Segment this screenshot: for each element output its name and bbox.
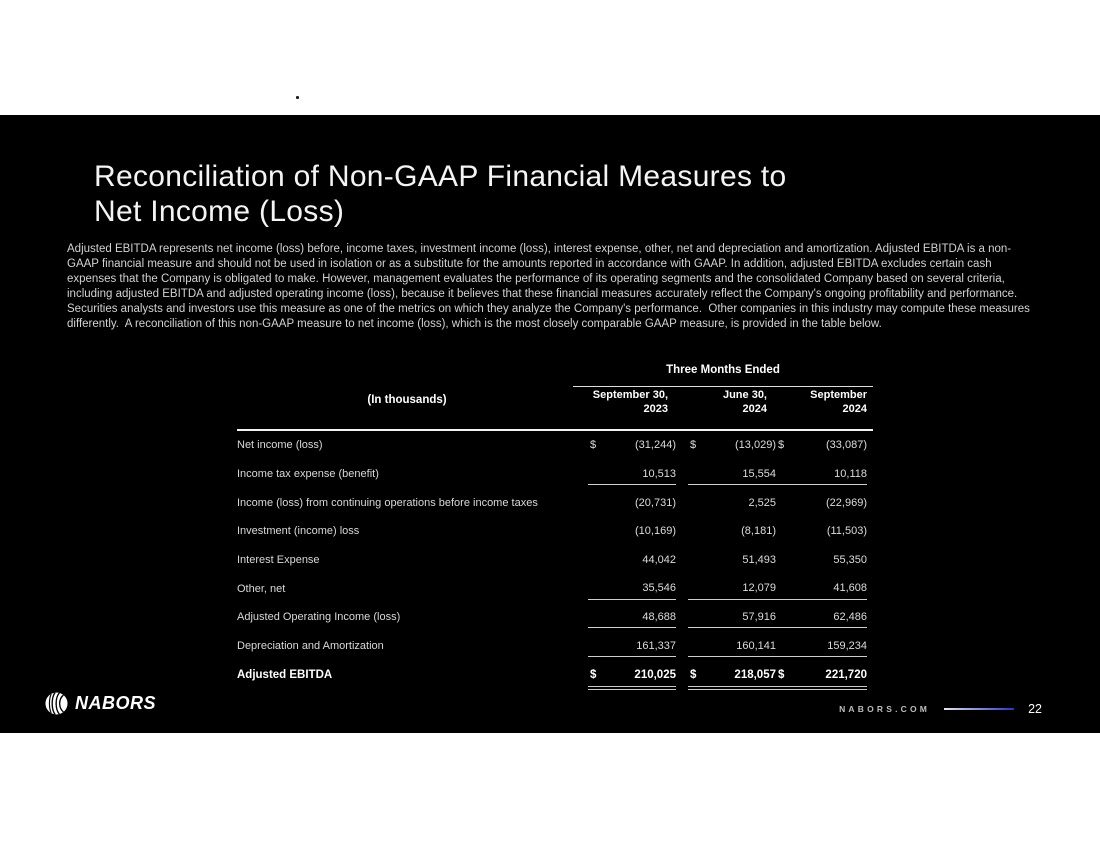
cell-value: 15,554 — [742, 467, 776, 480]
cell-value: 10,118 — [834, 467, 867, 480]
cell-value: (20,731) — [635, 496, 676, 509]
value-cell-jun-2024 — [688, 435, 776, 456]
page-title — [94, 159, 787, 229]
column-group-header: Three Months Ended — [666, 364, 780, 376]
value-cell-jun-2024 — [688, 492, 776, 513]
stray-dot — [296, 96, 299, 99]
value-cell-sep-2024 — [776, 550, 867, 571]
currency-symbol: $ — [778, 439, 785, 452]
value-cell-sep-2023 — [588, 435, 676, 456]
cell-value: 44,042 — [642, 554, 676, 567]
units-label: (In thousands) — [367, 394, 447, 406]
column-header-sep-2023 — [577, 388, 668, 416]
column-header-jun-2024 — [679, 388, 767, 416]
table-row — [237, 460, 873, 489]
row-label: Interest Expense — [237, 554, 320, 567]
intro-paragraph: Adjusted EBITDA represents net income (loss) before, income taxes, investment income (loss), interest expense, other, net and depreciation and amortization. Adjusted EBITDA is a non-GAAP financial measure and should not be used in isolation or as a substitute for the amounts reported in accordance with GAAP. In addition, adjusted EBITDA excludes certain cash expenses that the Company is obligated to make. However, management evaluates the performance of its operating segments and the consolidated Company based on several criteria, including adjusted EBITDA and adjusted operating income (loss), because it believes that these financial measures accurately reflect the Company's ongoing profitability and performance. Securities analysts and investors use this measure as one of the metrics on which they analyze the Company's performance. Other companies in this industry may compute these measures differently. A reconciliation of this non-GAAP measure to net income (loss), which is the most closely comparable GAAP measure, is provided in the table below. — [67, 243, 1034, 330]
cell-value: (11,503) — [826, 525, 867, 538]
value-cell-sep-2023 — [588, 664, 676, 685]
column-header-sep-2024 — [779, 388, 867, 416]
website-link[interactable]: NABORS.COM — [839, 704, 931, 714]
value-cell-sep-2024 — [776, 521, 867, 542]
cell-value: 160,141 — [736, 639, 776, 652]
value-cell-sep-2024 — [776, 492, 867, 513]
value-cell-jun-2024 — [688, 550, 776, 571]
cell-value: 161,337 — [636, 639, 676, 652]
table-row — [237, 517, 873, 546]
row-label: Adjusted EBITDA — [237, 668, 333, 681]
value-cell-sep-2024 — [776, 578, 867, 600]
currency-symbol: $ — [590, 439, 597, 452]
cell-value: 51,493 — [742, 554, 776, 567]
cell-value: 12,079 — [742, 582, 776, 595]
cell-value: 62,486 — [833, 610, 867, 623]
footer-right — [839, 702, 1042, 716]
row-label: Depreciation and Amortization — [237, 640, 384, 653]
value-cell-sep-2024 — [776, 463, 867, 485]
currency-symbol: $ — [778, 668, 785, 681]
cell-value: 159,234 — [827, 639, 867, 652]
cell-value: 55,350 — [833, 554, 867, 567]
column-header-text: September — [810, 389, 867, 401]
brand-lockup — [45, 692, 156, 715]
cell-value: 2,525 — [748, 496, 776, 509]
page-number: 22 — [1028, 702, 1042, 716]
value-cell-sep-2023 — [588, 463, 676, 485]
value-cell-sep-2023 — [588, 492, 676, 513]
column-header-text: 2023 — [643, 403, 668, 415]
cell-value: 210,025 — [634, 668, 676, 681]
slide-canvas — [0, 115, 1100, 733]
value-cell-jun-2024 — [688, 578, 776, 600]
value-cell-sep-2024 — [776, 635, 867, 657]
page-title-line1: Reconciliation of Non-GAAP Financial Measures to — [94, 160, 787, 193]
cell-value: 48,688 — [642, 610, 676, 623]
value-cell-sep-2023 — [588, 578, 676, 600]
row-label: Adjusted Operating Income (loss) — [237, 611, 401, 624]
value-cell-sep-2024 — [776, 664, 867, 685]
table-row — [237, 546, 873, 575]
value-cell-jun-2024 — [688, 463, 776, 485]
column-group-underline — [573, 386, 873, 387]
cell-value: 35,546 — [642, 582, 676, 595]
cell-value: 41,608 — [833, 582, 867, 595]
column-header-text: September 30, — [592, 389, 668, 401]
column-headers — [577, 388, 873, 416]
cell-value: (31,244) — [635, 439, 676, 452]
currency-symbol: $ — [690, 439, 697, 452]
table-row — [237, 603, 873, 632]
cell-value: 221,720 — [825, 668, 867, 681]
currency-symbol: $ — [590, 668, 597, 681]
row-label: Income tax expense (benefit) — [237, 468, 379, 481]
cell-value: (13,029) — [735, 439, 776, 452]
row-label: Investment (income) loss — [237, 525, 360, 538]
column-header-text: June 30, — [722, 389, 767, 401]
row-label: Other, net — [237, 582, 286, 595]
value-cell-sep-2023 — [588, 521, 676, 542]
value-cell-jun-2024 — [688, 664, 776, 685]
cell-value: (22,969) — [826, 496, 867, 509]
column-header-text: 2024 — [842, 403, 867, 415]
table-row — [237, 574, 873, 603]
row-label: Income (loss) from continuing operations before income taxes — [237, 496, 538, 509]
currency-symbol: $ — [690, 668, 697, 681]
page-title-line2: Net Income (Loss) — [94, 195, 345, 228]
value-cell-sep-2023 — [588, 606, 676, 628]
value-cell-jun-2024 — [688, 521, 776, 542]
value-cell-jun-2024 — [688, 635, 776, 657]
cell-value: 218,057 — [734, 668, 776, 681]
brand-name: NABORS — [75, 693, 157, 713]
table-row — [237, 488, 873, 517]
cell-value: (33,087) — [826, 439, 867, 452]
cell-value: 57,916 — [742, 610, 776, 623]
value-cell-jun-2024 — [688, 606, 776, 628]
table-row — [237, 661, 873, 690]
column-header-text: 2024 — [742, 403, 767, 415]
cell-value: 10,513 — [642, 467, 676, 480]
table-row — [237, 632, 873, 661]
nabors-globe-icon — [45, 692, 68, 715]
value-cell-sep-2023 — [588, 550, 676, 571]
table-body — [237, 431, 873, 689]
footer-gradient-rule — [944, 708, 1014, 710]
value-cell-sep-2024 — [776, 606, 867, 628]
value-cell-sep-2024 — [776, 435, 867, 456]
row-label: Net income (loss) — [237, 439, 323, 452]
table-row — [237, 431, 873, 460]
value-cell-sep-2023 — [588, 635, 676, 657]
cell-value: (10,169) — [635, 525, 676, 538]
cell-value: (8,181) — [741, 525, 776, 538]
